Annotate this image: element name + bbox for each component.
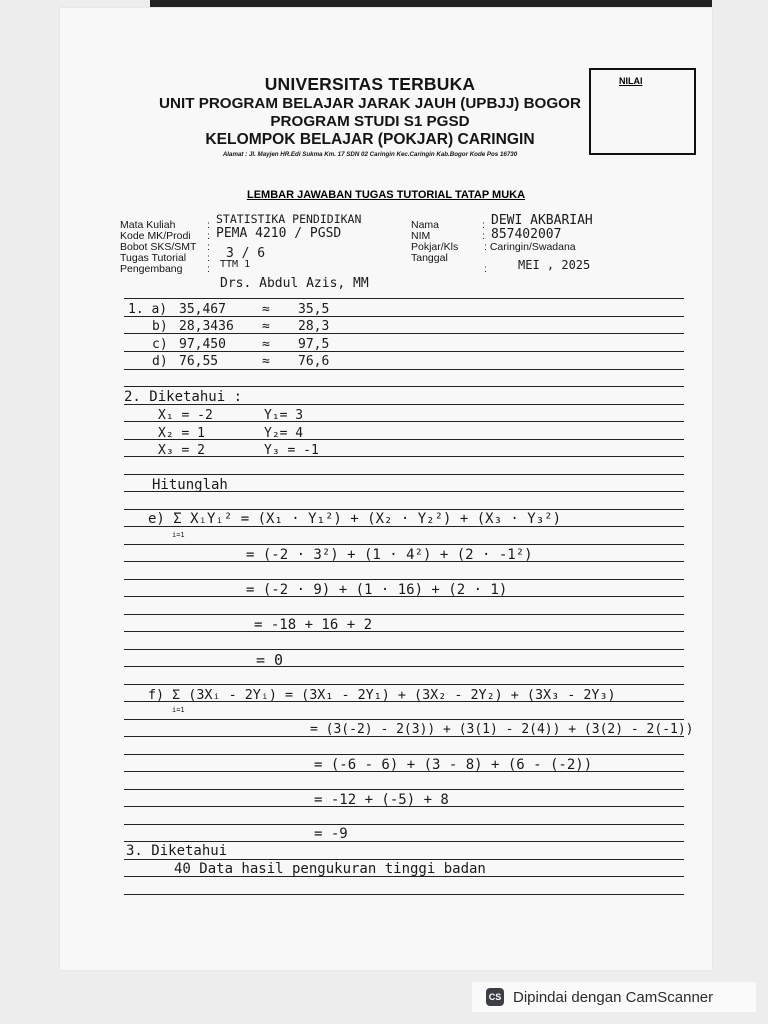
ruled-line bbox=[124, 298, 684, 299]
info-colons-left: : : : : : bbox=[207, 219, 210, 275]
ruled-line bbox=[124, 386, 684, 387]
value-tugas: TTM 1 bbox=[220, 259, 251, 270]
camscanner-watermark bbox=[472, 982, 756, 1012]
e-line-2: = (-2 · 3²) + (1 · 4²) + (2 · -1²) bbox=[246, 547, 533, 563]
label-bobot: Bobot SKS/SMT bbox=[120, 241, 197, 253]
label-kode: Kode MK/Prodi bbox=[120, 230, 191, 242]
value-pokjar: : Caringin/Swadana bbox=[484, 241, 576, 253]
ruled-line bbox=[124, 859, 684, 860]
ruled-line bbox=[124, 631, 684, 632]
ruled-line bbox=[124, 824, 684, 825]
value-bobot: 3 / 6 bbox=[226, 246, 266, 261]
q1-row-d: d) 76,55 ≈ 76,6 bbox=[152, 354, 330, 369]
ruled-line bbox=[124, 614, 684, 615]
value-mata-kuliah: STATISTIKA PENDIDIKAN bbox=[216, 212, 362, 226]
camscanner-text: Dipindai dengan CamScanner bbox=[513, 988, 714, 1006]
q2-row-1: X₁ = -2 Y₁= 3 bbox=[158, 408, 304, 423]
hitunglah-label: Hitunglah bbox=[152, 477, 228, 493]
f-line-2: = (3(-2) - 2(3)) + (3(1) - 2(4)) + (3(2) - 2(-1)) bbox=[310, 722, 694, 737]
value-nim: 857402007 bbox=[491, 227, 562, 242]
e-line-5: = 0 bbox=[256, 651, 284, 669]
ruled-line bbox=[124, 439, 684, 440]
ruled-line bbox=[124, 579, 684, 580]
ruled-line bbox=[124, 894, 684, 895]
f-line-1: f) Σ (3Xᵢ - 2Yᵢ) = (3X₁ - 2Y₁) + (3X₂ - 2Y₂) + (3X₃ - 2Y₃) bbox=[148, 688, 616, 703]
label-nim: NIM bbox=[411, 230, 431, 242]
ruled-line bbox=[124, 474, 684, 475]
label-mata-kuliah: Mata Kuliah bbox=[120, 219, 176, 231]
info-labels-right bbox=[411, 220, 458, 264]
e-line-1: e) Σ XᵢYᵢ² = (X₁ · Y₁²) + (X₂ · Y₂²) + (X₃ · Y₃²) bbox=[148, 511, 562, 527]
value-kode: PEMA 4210 / PGSD bbox=[216, 226, 342, 241]
q2-row-2: X₂ = 1 Y₂= 4 bbox=[158, 426, 304, 441]
kelompok-name: KELOMPOK BELAJAR (POKJAR) CARINGIN bbox=[205, 131, 535, 148]
info-colon-tanggal: : bbox=[484, 263, 487, 275]
ruled-line bbox=[124, 544, 684, 545]
nilai-box bbox=[589, 68, 696, 155]
q1-row-a: 1. a) 35,467 ≈ 35,5 bbox=[128, 302, 330, 317]
e-line-4: = -18 + 16 + 2 bbox=[254, 617, 373, 633]
q3-text: 40 Data hasil pengukuran tinggi badan bbox=[174, 861, 486, 877]
camscanner-icon: CS bbox=[486, 988, 504, 1006]
ruled-line bbox=[124, 649, 684, 650]
label-pokjar: Pokjar/Kls bbox=[411, 241, 459, 253]
ruled-line bbox=[124, 666, 684, 667]
f-line-5: = -9 bbox=[314, 826, 348, 842]
address: Alamat : Jl. Mayjen HR.Edi Sukma Km. 17 SDN 02 Caringin Kec.Caringin Kab.Bogor Kode Pos 16730 bbox=[222, 151, 518, 158]
ruled-line bbox=[124, 369, 684, 370]
info-labels-left bbox=[120, 220, 196, 275]
ruled-line bbox=[124, 789, 684, 790]
label-pengembang: Pengembang bbox=[120, 263, 183, 275]
f-sigma-sub: i=1 bbox=[172, 706, 185, 714]
label-tugas: Tugas Tutorial bbox=[120, 252, 187, 264]
ruled-line bbox=[124, 841, 684, 842]
info-colons-right: : : bbox=[482, 219, 485, 242]
f-line-3: = (-6 - 6) + (3 - 8) + (6 - (-2)) bbox=[314, 757, 593, 773]
q1-row-b: b) 28,3436 ≈ 28,3 bbox=[152, 319, 330, 334]
sheet-title: LEMBAR JAWABAN TUGAS TUTORIAL TATAP MUKA bbox=[246, 189, 526, 201]
nilai-label: NILAI bbox=[619, 76, 643, 86]
value-nama: DEWI AKBARIAH bbox=[491, 213, 593, 228]
e-line-3: = (-2 · 9) + (1 · 16) + (2 · 1) bbox=[246, 582, 508, 598]
q3-title: 3. Diketahui bbox=[126, 843, 228, 859]
ruled-line bbox=[124, 509, 684, 510]
e-sigma-sub: i=1 bbox=[172, 531, 185, 539]
ruled-line bbox=[124, 456, 684, 457]
unit-name: UNIT PROGRAM BELAJAR JARAK JAUH (UPBJJ) BOGOR bbox=[159, 95, 581, 112]
scan-top-edge bbox=[150, 0, 712, 7]
q2-row-3: X₃ = 2 Y₃ = -1 bbox=[158, 443, 319, 458]
q1-row-c: c) 97,450 ≈ 97,5 bbox=[152, 337, 330, 352]
ruled-line bbox=[124, 684, 684, 685]
value-tanggal: MEI , 2025 bbox=[518, 258, 591, 272]
value-pengembang: Drs. Abdul Azis, MM bbox=[220, 276, 369, 291]
ruled-line bbox=[124, 719, 684, 720]
f-line-4: = -12 + (-5) + 8 bbox=[314, 792, 449, 808]
document-header bbox=[60, 74, 680, 158]
university-name: UNIVERSITAS TERBUKA bbox=[264, 74, 476, 94]
label-tanggal: Tanggal bbox=[411, 252, 448, 264]
q2-title: 2. Diketahui : bbox=[124, 389, 243, 405]
program-name: PROGRAM STUDI S1 PGSD bbox=[270, 113, 470, 130]
ruled-line bbox=[124, 754, 684, 755]
label-nama: Nama bbox=[411, 219, 440, 231]
